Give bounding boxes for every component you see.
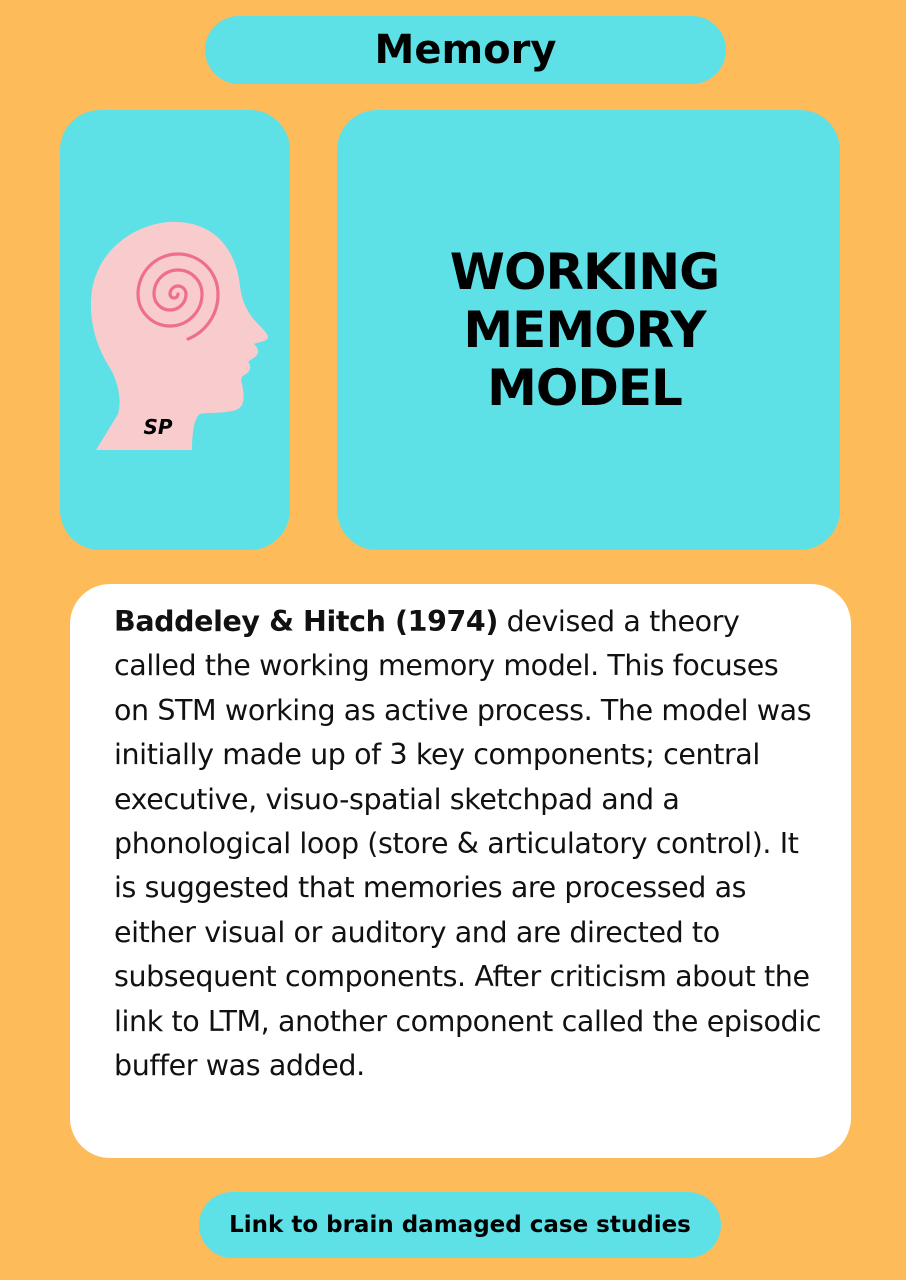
head-spiral-icon xyxy=(60,110,290,550)
initials-label: SP xyxy=(143,415,173,439)
description-text xyxy=(114,600,821,1088)
case-studies-link-label: Link to brain damaged case studies xyxy=(229,1212,691,1238)
head-silhouette xyxy=(91,222,268,450)
model-title-line-2: MEMORY xyxy=(463,301,706,359)
description-card xyxy=(70,584,851,1158)
page-title xyxy=(205,16,726,84)
head-illustration-card xyxy=(60,110,290,550)
model-title-card xyxy=(337,110,840,550)
case-studies-link-button[interactable] xyxy=(199,1192,721,1258)
model-title xyxy=(450,243,719,417)
description-bold-lead: Baddeley & Hitch (1974) xyxy=(114,605,498,638)
page-title-text: Memory xyxy=(374,27,557,73)
model-title-line-3: MODEL xyxy=(487,359,682,417)
model-title-line-1: WORKING xyxy=(449,243,720,301)
description-body: devised a theory called the working memory model. This focuses on STM working as active process. The model was initially made up of 3 key components; central executive, visuo-spatial sketchpad and a phonological loop (store & articulatory control). It is suggested that memories are processed as either visual or auditory and are directed to subsequent components. After criticism about the link to LTM, another component called the episodic buffer was added. xyxy=(114,605,822,1083)
